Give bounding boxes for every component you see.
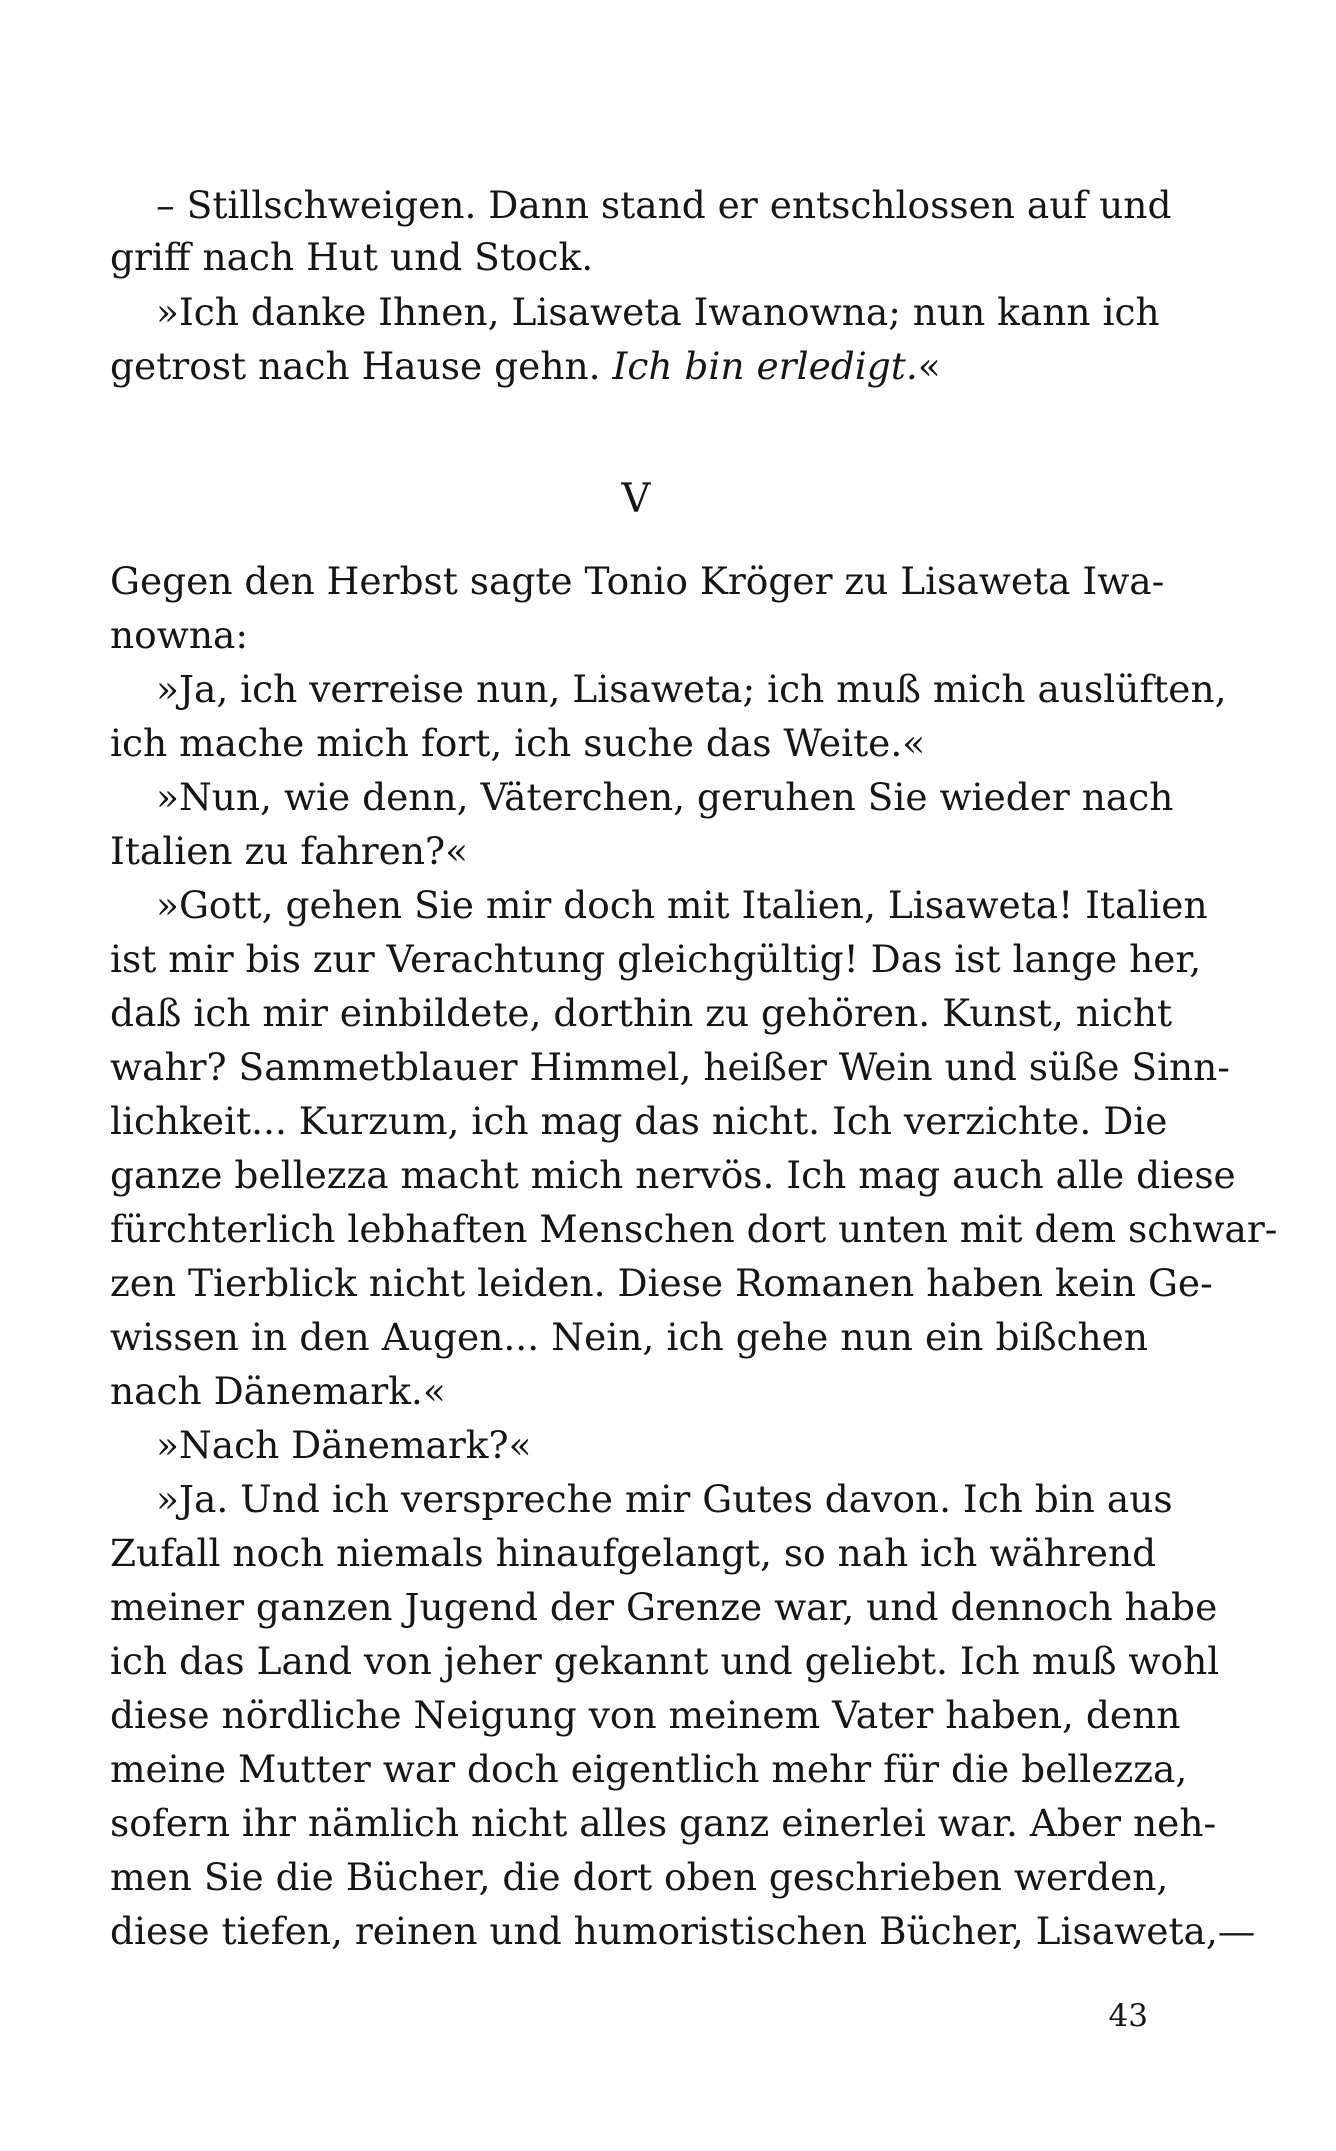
text-line: men Sie die Bücher, die dort oben geschrieben werden, xyxy=(110,1855,1169,1899)
text-line: griff nach Hut und Stock. xyxy=(110,235,594,279)
text-line: zen Tierblick nicht leiden. Diese Romanen haben kein Ge- xyxy=(110,1261,1213,1305)
text-line: diese nördliche Neigung von meinem Vater haben, denn xyxy=(110,1693,1181,1737)
text-line: ich mache mich fort, ich suche das Weite.« xyxy=(110,721,926,765)
text-line: nowna: xyxy=(110,613,248,657)
text-line: fürchterlich lebhaften Menschen dort unten mit dem schwar- xyxy=(110,1207,1278,1251)
text-line: »Ja. Und ich verspreche mir Gutes davon. Ich bin aus xyxy=(156,1477,1173,1521)
text-line: »Ja, ich verreise nun, Lisaweta; ich muß mich auslüften, xyxy=(156,667,1227,711)
text-line: meiner ganzen Jugend der Grenze war, und dennoch habe xyxy=(110,1585,1218,1629)
page-number: 43 xyxy=(1108,1998,1148,2034)
text-line: lichkeit... Kurzum, ich mag das nicht. Ich verzichte. Die xyxy=(110,1099,1168,1143)
text-line: meine Mutter war doch eigentlich mehr für die bellezza, xyxy=(110,1747,1188,1791)
text-line: »Gott, gehen Sie mir doch mit Italien, Lisaweta! Italien xyxy=(156,883,1208,927)
text-line: »Ich danke Ihnen, Lisaweta Iwanowna; nun kann ich xyxy=(156,290,1160,334)
text-line: diese tiefen, reinen und humoristischen Bücher, Lisaweta,— xyxy=(110,1909,1256,1953)
text-line: wissen in den Augen... Nein, ich gehe nun ein bißchen xyxy=(110,1315,1148,1359)
text-line: Gegen den Herbst sagte Tonio Kröger zu Lisaweta Iwa- xyxy=(110,559,1165,603)
text-segment: « xyxy=(917,344,941,388)
text-line: »Nun, wie denn, Väterchen, geruhen Sie wieder nach xyxy=(156,775,1174,819)
text-line: ich das Land von jeher gekannt und geliebt. Ich muß wohl xyxy=(110,1639,1220,1683)
text-line: ist mir bis zur Verachtung gleichgültig! Das ist lange her, xyxy=(110,937,1202,981)
text-line: nach Dänemark.« xyxy=(110,1369,446,1413)
text-line: daß ich mir einbildete, dorthin zu gehören. Kunst, nicht xyxy=(110,991,1173,1035)
text-line: Italien zu fahren?« xyxy=(110,829,469,873)
text-line: – Stillschweigen. Dann stand er entschlossen auf und xyxy=(156,183,1172,227)
text-line: ganze bellezza macht mich nervös. Ich mag auch alle diese xyxy=(110,1153,1236,1197)
text-segment: getrost nach Hause gehn. xyxy=(110,344,613,388)
text-line: wahr? Sammetblauer Himmel, heißer Wein und süße Sinn- xyxy=(110,1045,1230,1089)
chapter-heading: V xyxy=(621,476,651,522)
text-line xyxy=(110,341,1148,391)
italic-text: Ich bin erledigt. xyxy=(612,344,918,388)
text-line: sofern ihr nämlich nicht alles ganz einerlei war. Aber neh- xyxy=(110,1801,1217,1845)
text-line: »Nach Dänemark?« xyxy=(156,1423,532,1467)
text-line: Zufall noch niemals hinaufgelangt, so nah ich während xyxy=(110,1531,1157,1575)
